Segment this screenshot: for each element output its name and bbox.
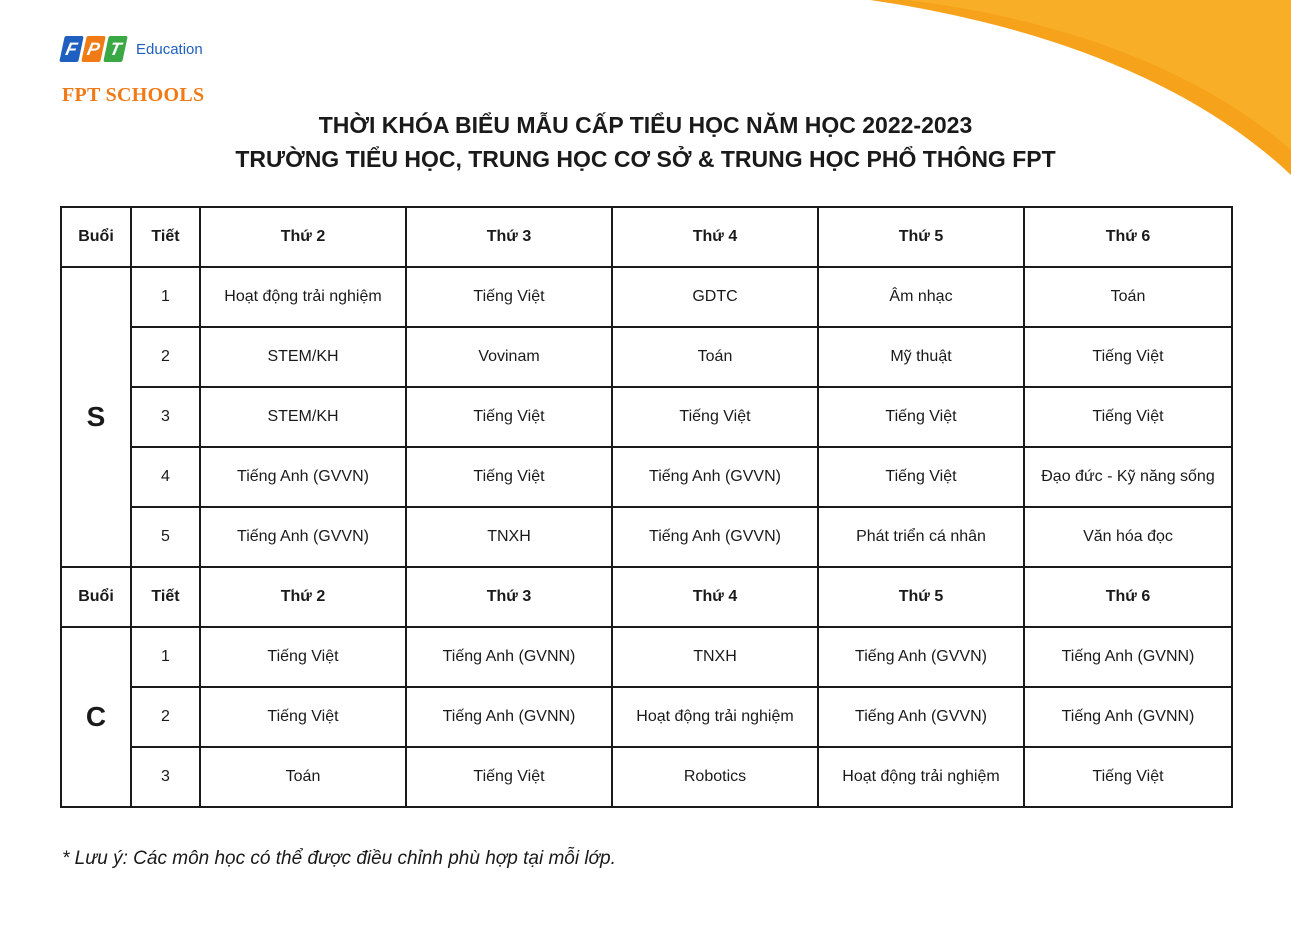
subject-cell: Tiếng Việt xyxy=(406,267,612,327)
subject-cell: Hoạt động trải nghiệm xyxy=(200,267,406,327)
header-cell: Thứ 6 xyxy=(1024,207,1232,267)
table-row xyxy=(61,507,1232,567)
subject-cell: Tiếng Anh (GVNN) xyxy=(1024,687,1232,747)
fpt-letter-f: F xyxy=(59,36,84,62)
table-row xyxy=(61,447,1232,507)
header-cell: Thứ 4 xyxy=(612,567,818,627)
subject-cell: Tiếng Việt xyxy=(1024,747,1232,807)
subject-cell: Tiếng Việt xyxy=(1024,387,1232,447)
subject-cell: Tiếng Anh (GVVN) xyxy=(818,687,1024,747)
subject-cell: Tiếng Anh (GVVN) xyxy=(200,447,406,507)
table-row xyxy=(61,387,1232,447)
table-row xyxy=(61,267,1232,327)
period-cell: 2 xyxy=(131,327,200,387)
subject-cell: Tiếng Việt xyxy=(612,387,818,447)
header-cell: Buổi xyxy=(61,207,131,267)
header-cell: Buổi xyxy=(61,567,131,627)
table-row xyxy=(61,687,1232,747)
period-cell: 1 xyxy=(131,267,200,327)
period-cell: 4 xyxy=(131,447,200,507)
subject-cell: Tiếng Anh (GVVN) xyxy=(200,507,406,567)
subject-cell: Tiếng Anh (GVVN) xyxy=(612,507,818,567)
header-cell: Tiết xyxy=(131,567,200,627)
subject-cell: Tiếng Anh (GVNN) xyxy=(406,687,612,747)
subject-cell: Tiếng Việt xyxy=(200,687,406,747)
header-cell: Thứ 5 xyxy=(818,207,1024,267)
subject-cell: Đạo đức - Kỹ năng sống xyxy=(1024,447,1232,507)
subject-cell: Robotics xyxy=(612,747,818,807)
table-row xyxy=(61,327,1232,387)
table-row xyxy=(61,627,1232,687)
header-row-morning xyxy=(61,207,1232,267)
subject-cell: Toán xyxy=(200,747,406,807)
period-cell: 5 xyxy=(131,507,200,567)
subject-cell: STEM/KH xyxy=(200,387,406,447)
subject-cell: Tiếng Anh (GVNN) xyxy=(1024,627,1232,687)
header-row-afternoon xyxy=(61,567,1232,627)
header-cell: Thứ 3 xyxy=(406,207,612,267)
subject-cell: Toán xyxy=(612,327,818,387)
header-cell: Thứ 2 xyxy=(200,567,406,627)
subject-cell: Văn hóa đọc xyxy=(1024,507,1232,567)
subject-cell: Tiếng Anh (GVVN) xyxy=(818,627,1024,687)
timetable xyxy=(60,206,1233,808)
fpt-schools-label: FPT SCHOOLS xyxy=(62,84,205,106)
header-cell: Tiết xyxy=(131,207,200,267)
subject-cell: Tiếng Anh (GVVN) xyxy=(612,447,818,507)
subject-cell: Tiếng Việt xyxy=(200,627,406,687)
header-cell: Thứ 5 xyxy=(818,567,1024,627)
subject-cell: Toán xyxy=(1024,267,1232,327)
education-label: Education xyxy=(136,40,203,58)
subject-cell: Tiếng Anh (GVNN) xyxy=(406,627,612,687)
footnote: * Lưu ý: Các môn học có thể được điều chỉnh phù hợp tại mỗi lớp. xyxy=(62,848,616,869)
table-row xyxy=(61,747,1232,807)
subject-cell: Hoạt động trải nghiệm xyxy=(612,687,818,747)
header-cell: Thứ 3 xyxy=(406,567,612,627)
subject-cell: GDTC xyxy=(612,267,818,327)
page-title-line-1: THỜI KHÓA BIỂU MẪU CẤP TIỂU HỌC NĂM HỌC 2022-2023 xyxy=(318,112,973,138)
header-cell: Thứ 4 xyxy=(612,207,818,267)
subject-cell: Tiếng Việt xyxy=(406,747,612,807)
period-cell: 3 xyxy=(131,747,200,807)
session-cell-afternoon: C xyxy=(61,627,131,807)
fpt-education-logo xyxy=(62,36,203,62)
fpt-mark xyxy=(62,36,203,62)
session-cell-morning: S xyxy=(61,267,131,567)
subject-cell: Phát triển cá nhân xyxy=(818,507,1024,567)
subject-cell: Vovinam xyxy=(406,327,612,387)
subject-cell: TNXH xyxy=(406,507,612,567)
subject-cell: TNXH xyxy=(612,627,818,687)
subject-cell: Âm nhạc xyxy=(818,267,1024,327)
period-cell: 1 xyxy=(131,627,200,687)
subject-cell: Tiếng Việt xyxy=(818,387,1024,447)
subject-cell: Tiếng Việt xyxy=(1024,327,1232,387)
subject-cell: STEM/KH xyxy=(200,327,406,387)
period-cell: 3 xyxy=(131,387,200,447)
fpt-letter-p: P xyxy=(81,36,106,62)
subject-cell: Mỹ thuật xyxy=(818,327,1024,387)
subject-cell: Hoạt động trải nghiệm xyxy=(818,747,1024,807)
fpt-letter-t: T xyxy=(103,36,128,62)
period-cell: 2 xyxy=(131,687,200,747)
subject-cell: Tiếng Việt xyxy=(818,447,1024,507)
header-cell: Thứ 2 xyxy=(200,207,406,267)
header-cell: Thứ 6 xyxy=(1024,567,1232,627)
subject-cell: Tiếng Việt xyxy=(406,387,612,447)
subject-cell: Tiếng Việt xyxy=(406,447,612,507)
page-title-line-2: TRƯỜNG TIỂU HỌC, TRUNG HỌC CƠ SỞ & TRUNG HỌC PHỔ THÔNG FPT xyxy=(235,146,1056,172)
